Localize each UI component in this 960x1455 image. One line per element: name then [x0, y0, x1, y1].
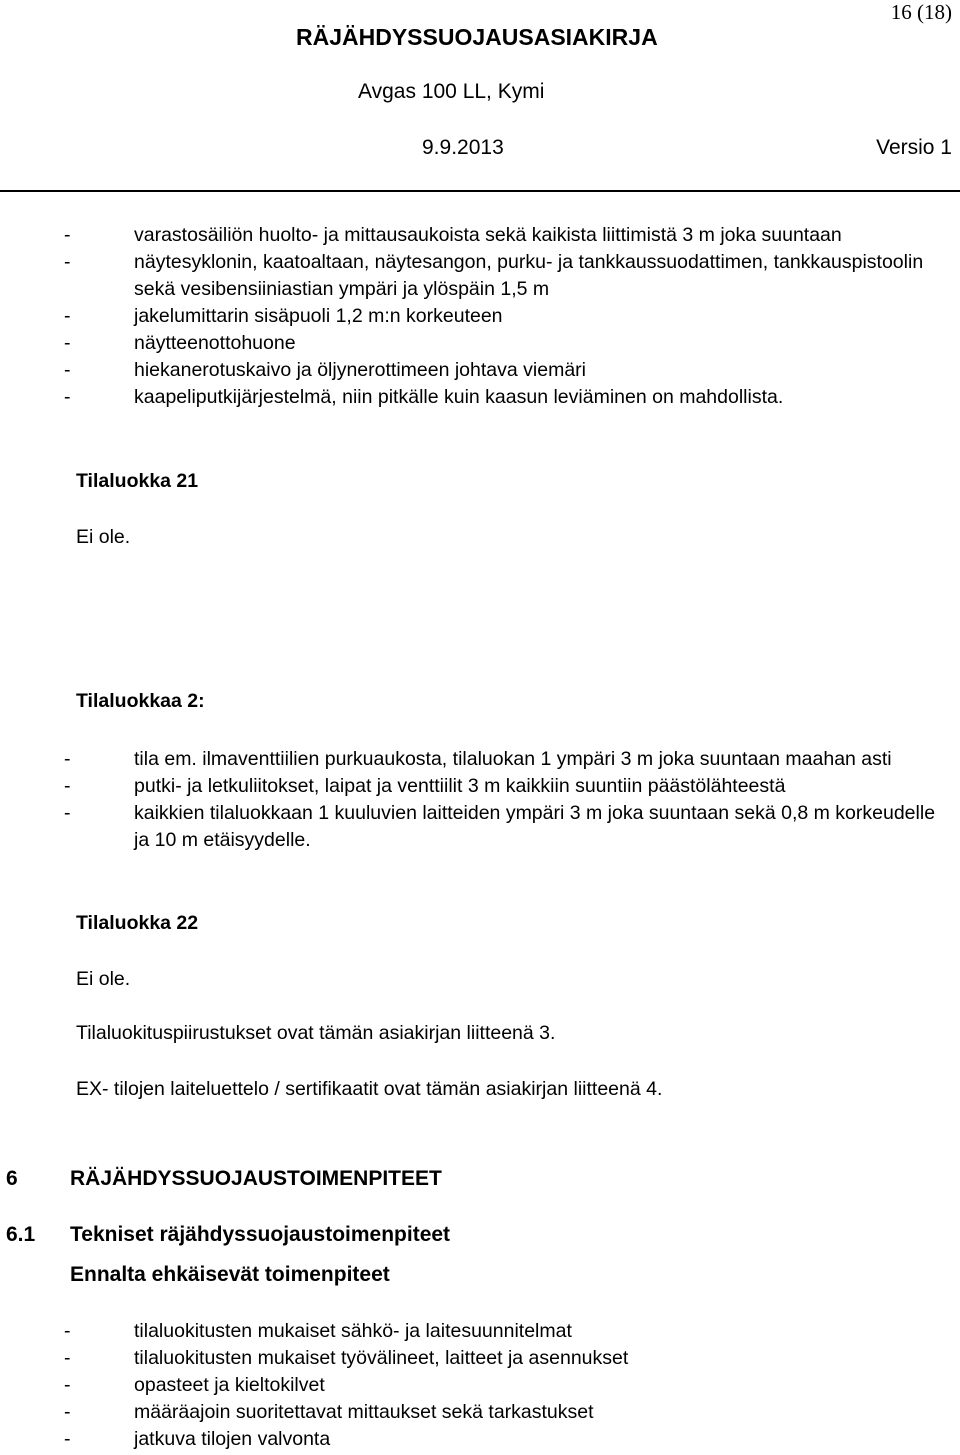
list-item: - tila em. ilmaventtiilien purkuaukosta, tilaluokan 1 ympäri 3 m joka suuntaan maahan asti [64, 746, 954, 773]
document-date: 9.9.2013 [422, 136, 504, 159]
list-item: - putki- ja letkuliitokset, laipat ja venttiilit 3 m kaikkiin suuntiin päästölähteestä [64, 773, 954, 800]
list-item: - varastosäiliön huolto- ja mittausaukoista sekä kaikista liittimistä 3 m joka suuntaan [64, 222, 954, 249]
list-item: - näytteenottohuone [64, 330, 954, 357]
list-item: - jatkuva tilojen valvonta [64, 1426, 954, 1453]
list-item: - opasteet ja kieltokilvet [64, 1372, 954, 1399]
list-item: - tilaluokitusten mukaiset työvälineet, laitteet ja asennukset [64, 1345, 954, 1372]
list-item: - näytesyklonin, kaatoaltaan, näytesangon, purku- ja tankkaussuodattimen, tankkauspistoolin sekä vesibensiiniastian ympäri ja ylöspäin 1,5 m [64, 249, 954, 303]
document-version: Versio 1 [876, 136, 952, 159]
zone1-list [64, 222, 954, 411]
section-6-1-title: Tekniset räjähdyssuojaustoimenpiteet [70, 1223, 451, 1246]
document-subtitle: Avgas 100 LL, Kymi [358, 80, 545, 103]
appendix-note-3: Tilaluokituspiirustukset ovat tämän asiakirjan liitteenä 3. [76, 1022, 556, 1044]
zone2-list [64, 746, 954, 854]
zone21-heading: Tilaluokka 21 [76, 470, 199, 492]
section-6-number: 6 [6, 1167, 18, 1190]
section-6-1-number: 6.1 [6, 1223, 36, 1246]
page-number: 16 (18) [890, 0, 952, 24]
preventive-list [64, 1318, 954, 1453]
list-item: - hiekanerotuskaivo ja öljynerottimeen johtava viemäri [64, 357, 954, 384]
header-divider [0, 190, 960, 192]
list-item: - määräajoin suoritettavat mittaukset sekä tarkastukset [64, 1399, 954, 1426]
list-item: - kaikkien tilaluokkaan 1 kuuluvien laitteiden ympäri 3 m joka suuntaan sekä 0,8 m korkeudelle ja 10 m etäisyydelle. [64, 800, 954, 854]
zone22-heading: Tilaluokka 22 [76, 912, 199, 934]
list-item: - tilaluokitusten mukaiset sähkö- ja laitesuunnitelmat [64, 1318, 954, 1345]
list-item: - jakelumittarin sisäpuoli 1,2 m:n korkeuteen [64, 303, 954, 330]
zone2-heading: Tilaluokkaa 2: [76, 690, 205, 712]
zone22-text: Ei ole. [76, 968, 131, 990]
appendix-note-4: EX- tilojen laiteluettelo / sertifikaatit ovat tämän asiakirjan liitteenä 4. [76, 1078, 663, 1100]
list-item: - kaapeliputkijärjestelmä, niin pitkälle kuin kaasun leviäminen on mahdollista. [64, 384, 954, 411]
document-title: RÄJÄHDYSSUOJAUSASIAKIRJA [296, 24, 658, 50]
section-6-title: RÄJÄHDYSSUOJAUSTOIMENPITEET [70, 1167, 442, 1190]
preventive-heading: Ennalta ehkäisevät toimenpiteet [70, 1263, 390, 1286]
zone21-text: Ei ole. [76, 526, 131, 548]
